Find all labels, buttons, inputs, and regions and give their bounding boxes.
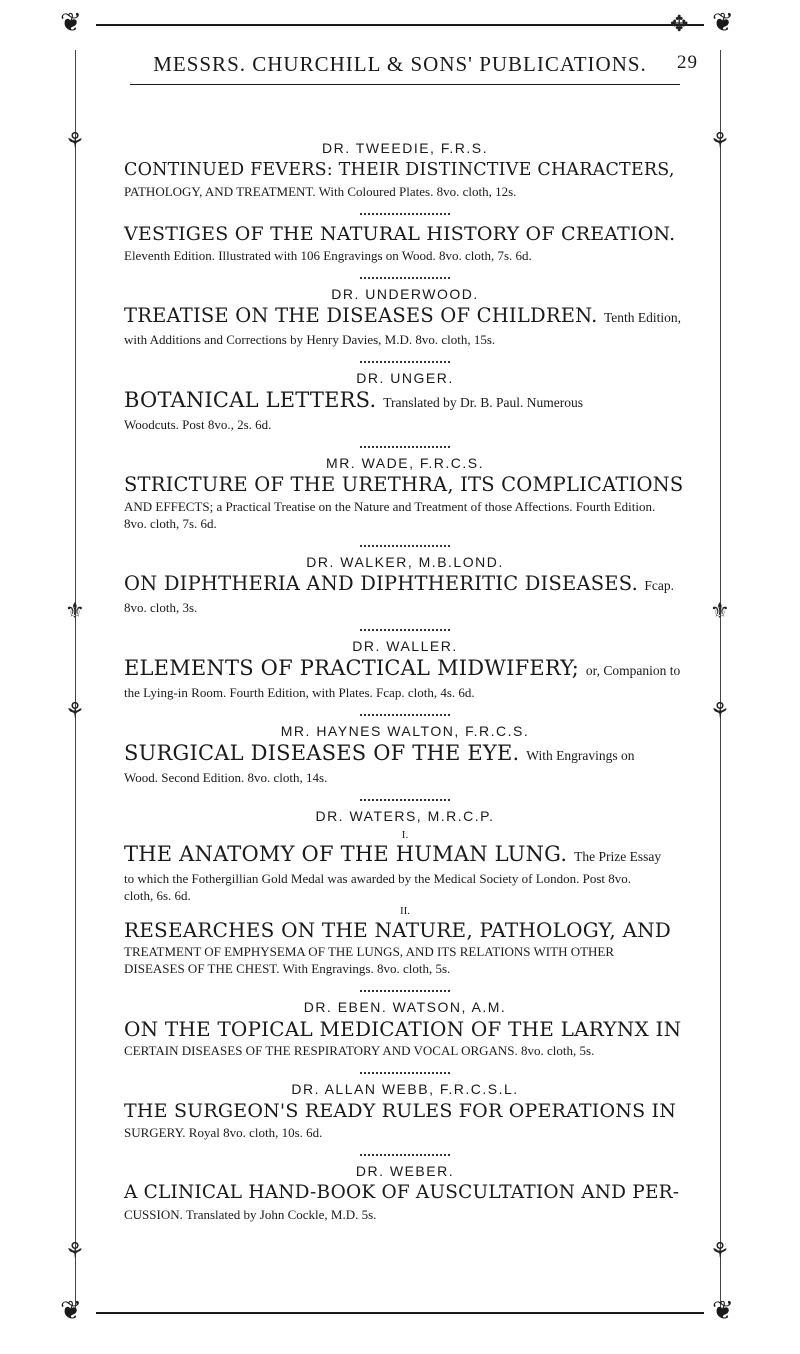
volume-numeral: II. [399,905,411,917]
separator-squiggle [360,709,450,716]
entry-title-trail: With Engravings on [526,748,635,763]
entry-author: MR. HAYNES WALTON, F.R.C.S. [280,723,530,739]
entry-description: Eleventh Edition. Illustrated with 106 Engravings on Wood. 8vo. cloth, 7s. 6d. [124,248,532,263]
volume-numeral: I. [401,829,409,841]
corner-ornament-bottom-left: ❦ [60,1296,82,1325]
side-ornament-right-3: ⚘ [710,698,730,723]
entry-author: DR. UNGER. [356,370,454,386]
entry-title-main: ELEMENTS OF PRACTICAL MIDWIFERY; [124,656,579,680]
corner-ornament-top-right: ❦ [712,8,734,37]
entry-description: AND EFFECTS; a Practical Treatise on the Nature and Treatment of those Affections. Fourth Edition. 8vo. cloth, 7s. 6d. [124,499,656,531]
entry-author: DR. TWEEDIE, F.R.S. [322,140,488,156]
entry-author: DR. UNDERWOOD. [331,286,479,302]
entry-author: DR. WALLER. [352,638,458,654]
right-border-line [720,50,721,1310]
catalogue-entry [124,554,675,616]
entry-title-trail: or, Companion to [585,663,681,678]
side-ornament-right-2: ⚜ [710,598,730,623]
bottom-border-rule [96,1312,704,1314]
entry-title: THE SURGEON'S READY RULES FOR OPERATIONS IN [124,1100,677,1122]
catalogue-entry [124,723,660,786]
catalogue-entry [124,1081,677,1141]
catalogue-entry [124,808,672,977]
side-ornament-left-1: ⚘ [65,128,85,153]
separator-squiggle [360,272,450,279]
entry-author: DR. WALKER, M.B.LOND. [306,554,504,570]
entry-description: the Lying-in Room. Fourth Edition, with Plates. Fcap. cloth, 4s. 6d. [124,685,475,700]
entry-description-second: TREATMENT OF EMPHYSEMA OF THE LUNGS, AND ITS RELATIONS WITH OTHER DISEASES OF THE CHEST. With Engravings. 8vo. cloth, 5s. [124,944,615,976]
separator-squiggle [360,1067,450,1074]
left-border-line [75,50,76,1310]
entry-title: STRICTURE OF THE URETHRA, ITS COMPLICATIONS [124,473,684,496]
entry-description: CERTAIN DISEASES OF THE RESPIRATORY AND VOCAL ORGANS. 8vo. cloth, 5s. [124,1043,595,1058]
entry-author: DR. WEBER. [355,1163,455,1179]
catalogue-entry [124,286,682,348]
separator-squiggle [360,1149,450,1156]
catalogue-entry [124,999,682,1059]
side-ornament-left-2: ⚜ [65,598,85,623]
separator-squiggle [360,540,450,547]
entry-description: with Additions and Corrections by Henry Davies, M.D. 8vo. cloth, 15s. [124,332,496,347]
entry-title-trail: The Prize Essay [574,849,662,864]
page-number: 29 [677,52,698,73]
catalogue-entry [124,455,684,532]
separator-squiggle [360,356,450,363]
entry-title-second: RESEARCHES ON THE NATURE, PATHOLOGY, AND [124,918,672,942]
entry-title [124,741,660,768]
entry-title-main: TREATISE ON THE DISEASES OF CHILDREN. [124,304,598,327]
entry-description: Wood. Second Edition. 8vo. cloth, 14s. [124,770,328,785]
running-header [0,52,800,77]
catalogue-entry [124,638,681,701]
entry-description: 8vo. cloth, 3s. [124,600,198,615]
entry-title-main: ON DIPHTHERIA AND DIPHTHERITIC DISEASES. [124,572,638,595]
catalogue-entry [124,370,660,433]
entry-title: VESTIGES OF THE NATURAL HISTORY OF CREATION. [124,223,676,245]
header-rule [130,84,680,85]
entry-description: Woodcuts. Post 8vo., 2s. 6d. [124,417,272,432]
header-title: MESSRS. CHURCHILL & SONS' PUBLICATIONS. [153,52,647,76]
entry-title: A CLINICAL HAND-BOOK OF AUSCULTATION AND PER- [124,1182,680,1203]
entry-author: DR. WATERS, M.R.C.P. [315,808,495,824]
separator-squiggle [360,624,450,631]
entry-author: DR. EBEN. WATSON, A.M. [303,999,507,1015]
side-ornament-right-1: ⚘ [710,128,730,153]
entry-description: CUSSION. Translated by John Cockle, M.D. 5s. [124,1207,377,1222]
entry-author: DR. ALLAN WEBB, F.R.C.S.L. [291,1081,519,1097]
entry-description: to which the Fothergillian Gold Medal was awarded by the Medical Society of London. Post 8vo. cloth, 6s. 6d. [124,871,632,903]
catalogue-entry [124,222,676,264]
entry-title: ON THE TOPICAL MEDICATION OF THE LARYNX IN [124,1017,682,1041]
corner-ornament-top-left: ❦ [60,8,82,37]
separator-squiggle [360,985,450,992]
entry-description: PATHOLOGY, AND TREATMENT. With Coloured Plates. 8vo. cloth, 12s. [124,184,517,199]
separator-squiggle [360,208,450,215]
catalogue-entry [124,1163,680,1223]
entry-title-main: SURGICAL DISEASES OF THE EYE. [124,741,520,765]
separator-squiggle [360,794,450,801]
entry-title-trail: Tenth Edition, [603,310,682,325]
entry-title-trail: Fcap. [644,578,675,593]
side-ornament-right-4: ⚘ [710,1238,730,1263]
entry-title: CONTINUED FEVERS: THEIR DISTINCTIVE CHARACTERS, [124,160,675,180]
separator-squiggle [360,441,450,448]
catalogue-entry [124,140,675,200]
entry-description: SURGERY. Royal 8vo. cloth, 10s. 6d. [124,1125,323,1140]
corner-ornament-bottom-right: ❦ [712,1296,734,1325]
side-ornament-left-3: ⚘ [65,698,85,723]
entry-title [124,656,681,683]
entry-title-main: BOTANICAL LETTERS. [124,388,377,412]
entry-title [124,388,660,415]
top-border-rule [96,24,704,26]
entry-title [124,304,682,330]
catalogue-listing [124,140,684,1231]
entry-title [124,842,660,869]
side-ornament-left-4: ⚘ [65,1238,85,1263]
entry-title-main: THE ANATOMY OF THE HUMAN LUNG. [124,842,568,866]
border-flourish-top-right: ✥ [670,11,689,36]
entry-title-trail: Translated by Dr. B. Paul. Numerous [383,395,583,410]
entry-author: MR. WADE, F.R.C.S. [326,455,484,471]
entry-title [124,572,675,598]
